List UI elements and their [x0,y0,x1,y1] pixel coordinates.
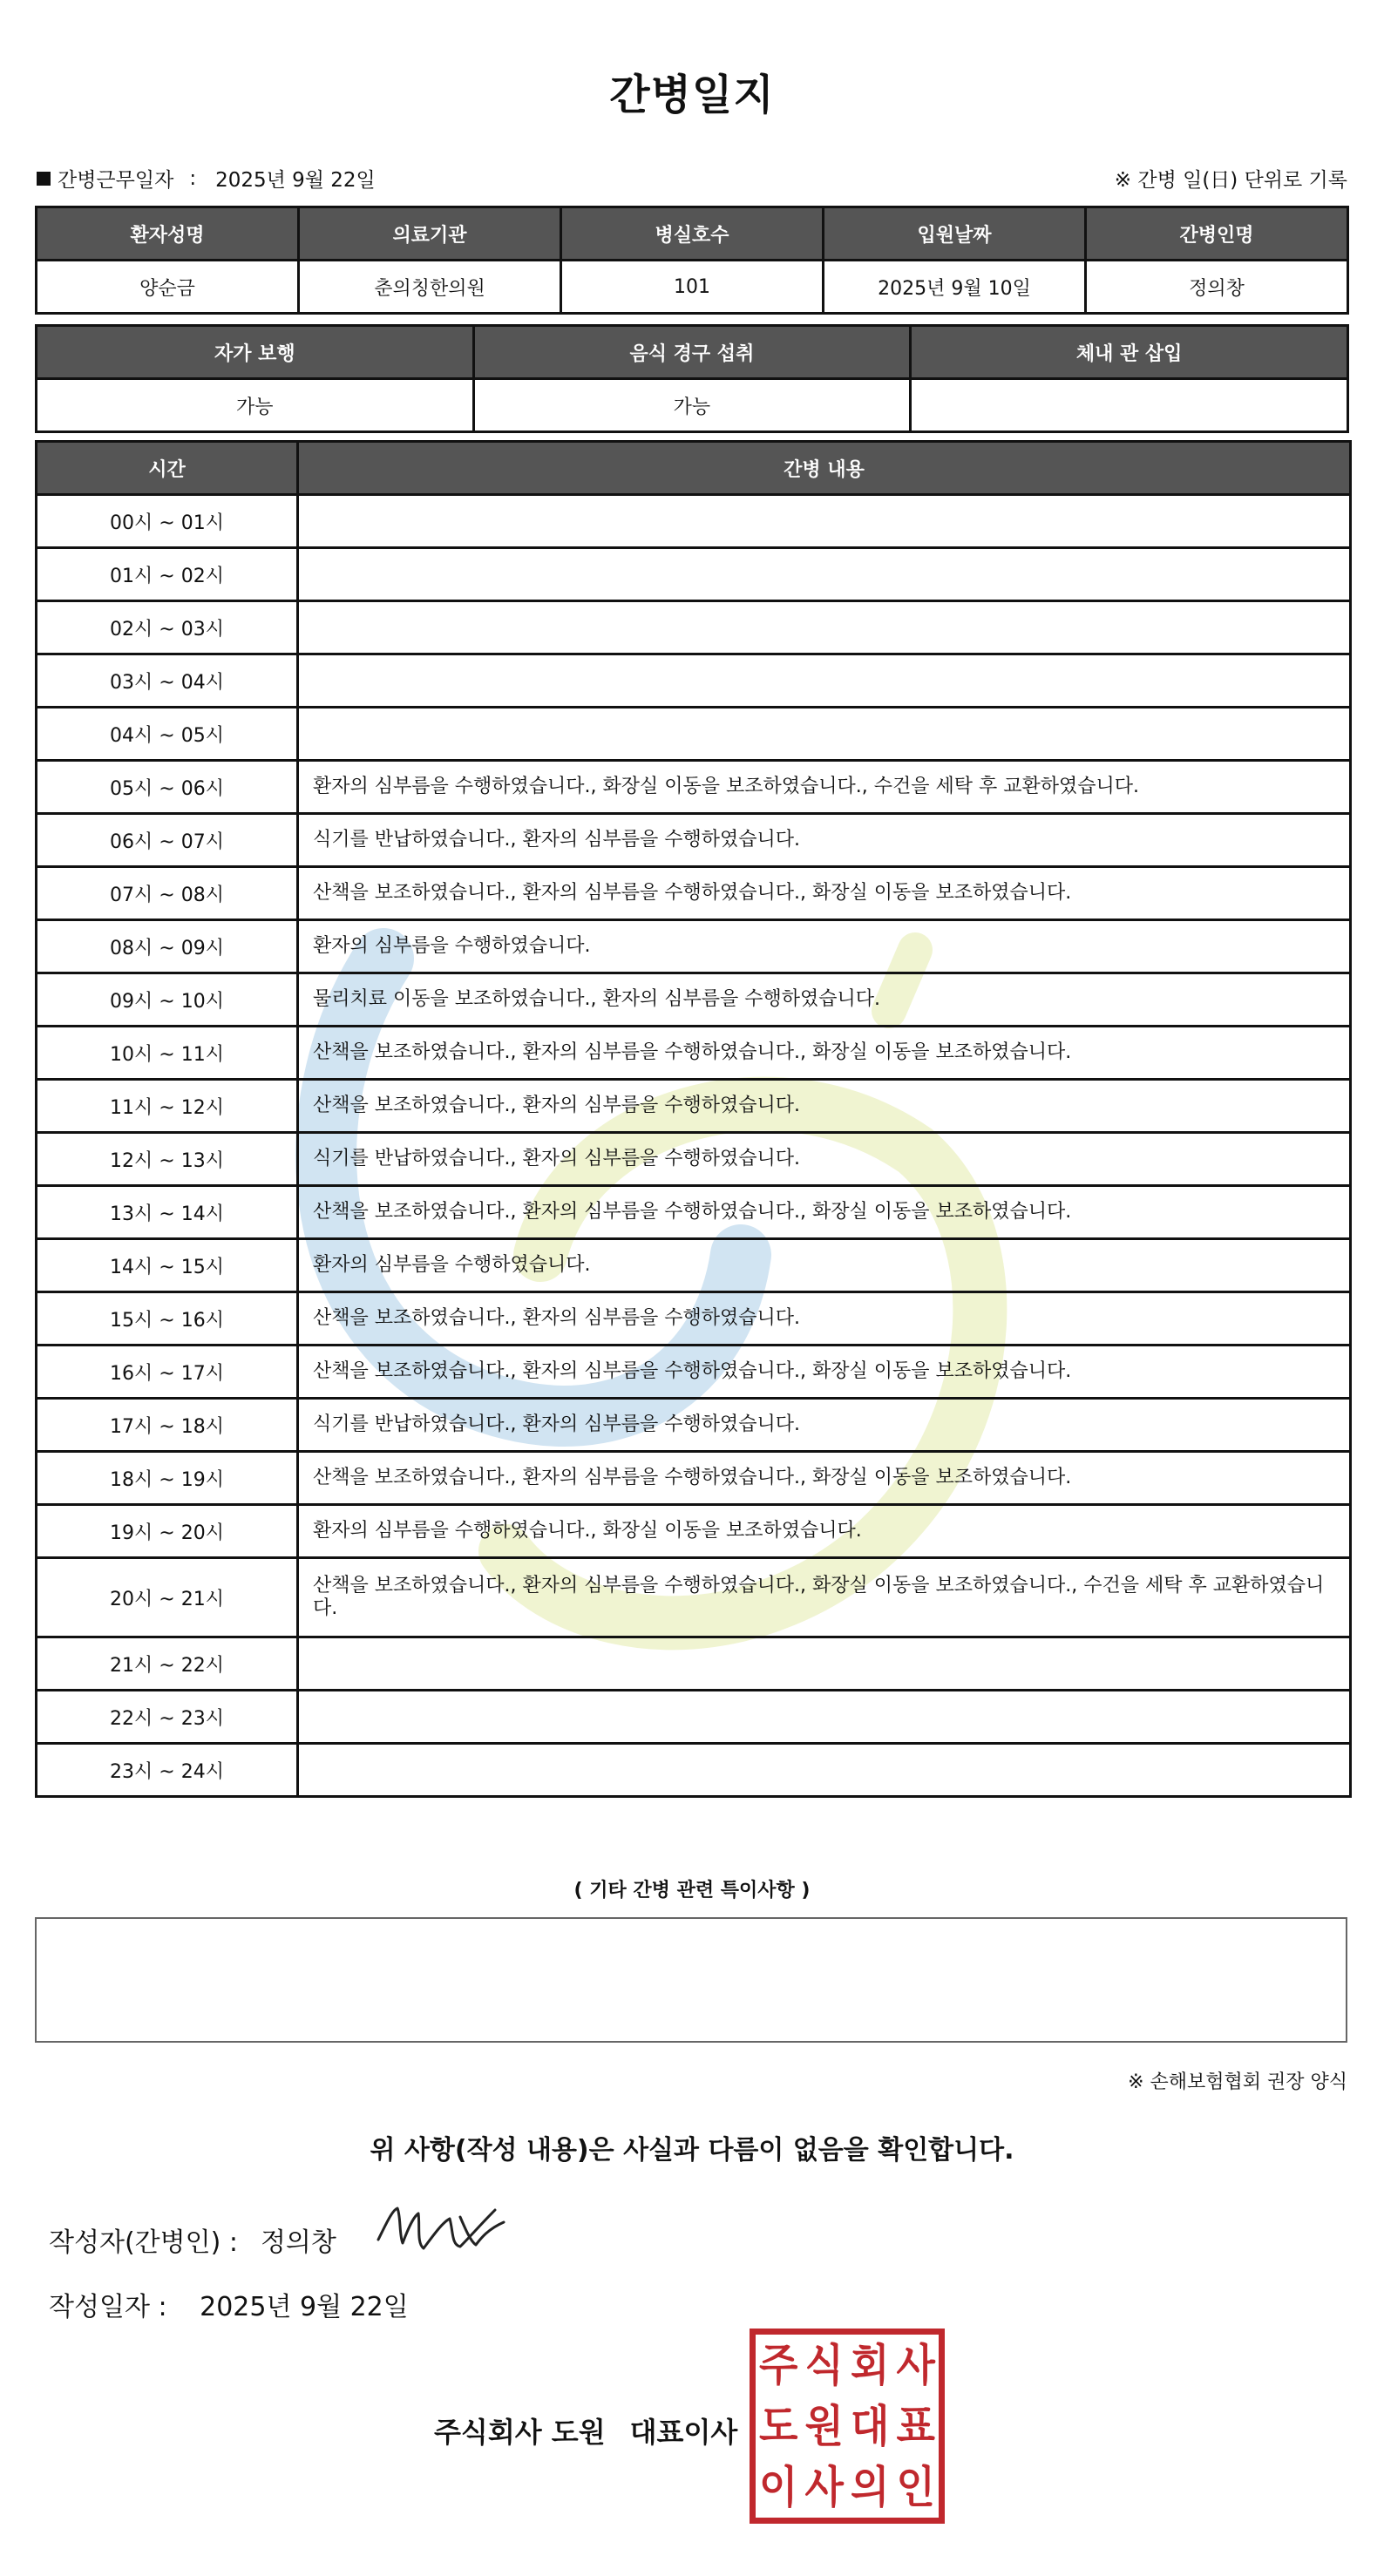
log-content: 환자의 심부름을 수행하였습니다. [298,1239,1351,1292]
log-time: 03시 ~ 04시 [37,654,298,708]
log-content [298,601,1351,654]
signature-icon [373,2191,512,2261]
tube-insertion [911,379,1348,432]
log-time: 00시 ~ 01시 [37,495,298,548]
log-time: 08시 ~ 09시 [37,920,298,973]
log-time: 18시 ~ 19시 [37,1452,298,1505]
work-date-label: 간병근무일자 [58,169,174,192]
company [434,2410,737,2451]
log-time: 11시 ~ 12시 [37,1080,298,1133]
table-row [37,1558,1351,1637]
table-row [37,1637,1351,1691]
work-date-separator: : [189,166,197,190]
page-title: 간병일지 [609,71,775,119]
log-time: 16시 ~ 17시 [37,1346,298,1399]
log-content: 환자의 심부름을 수행하였습니다. [298,920,1351,973]
log-time: 06시 ~ 07시 [37,814,298,867]
table-row [37,1292,1351,1346]
log-time: 04시 ~ 05시 [37,708,298,761]
table-row [37,1027,1351,1080]
table-row [37,867,1351,920]
header-caregiver-name: 간병인명 [1086,207,1348,261]
log-content: 산책을 보조하였습니다., 환자의 심부름을 수행하였습니다., 화장실 이동을 보조하였습니다. [298,1452,1351,1505]
log-time: 09시 ~ 10시 [37,973,298,1027]
log-content: 산책을 보조하였습니다., 환자의 심부름을 수행하였습니다., 화장실 이동을 보조하였습니다., 수건을 세탁 후 교환하였습니다. [298,1558,1351,1637]
log-content: 식기를 반납하였습니다., 환자의 심부름을 수행하였습니다. [298,814,1351,867]
table-row [37,1080,1351,1133]
table-row [37,601,1351,654]
log-time: 14시 ~ 15시 [37,1239,298,1292]
log-content [298,1637,1351,1691]
log-content: 산책을 보조하였습니다., 환자의 심부름을 수행하였습니다., 화장실 이동을 보조하였습니다. [298,1346,1351,1399]
log-time: 22시 ~ 23시 [37,1691,298,1744]
log-content [298,548,1351,601]
company-role: 대표이사 [629,2416,738,2449]
header-admission-date: 입원날짜 [824,207,1086,261]
log-content: 환자의 심부름을 수행하였습니다., 화장실 이동을 보조하였습니다., 수건을 세탁 후 교환하였습니다. [298,761,1351,814]
table-row [37,761,1351,814]
oral-intake: 가능 [473,379,911,432]
log-content: 식기를 반납하였습니다., 환자의 심부름을 수행하였습니다. [298,1399,1351,1452]
log-content [298,1691,1351,1744]
table-row [37,1691,1351,1744]
table-row [37,654,1351,708]
patient-info-table [35,206,1349,315]
table-row [37,1346,1351,1399]
table-row [37,1452,1351,1505]
log-content [298,654,1351,708]
company-seal-icon: 주 식 회 사 도 원 대 표 이 사 의 인 [750,2329,945,2524]
log-time: 07시 ~ 08시 [37,867,298,920]
work-date [37,164,376,193]
header-patient-name: 환자성명 [37,207,299,261]
log-time: 01시 ~ 02시 [37,548,298,601]
log-time: 02시 ~ 03시 [37,601,298,654]
log-time: 20시 ~ 21시 [37,1558,298,1637]
notes-box [35,1917,1347,2043]
log-time: 13시 ~ 14시 [37,1186,298,1239]
form-note: ※ 손해보험협회 권장 양식 [1128,2071,1347,2093]
writer [49,2220,336,2259]
log-content: 물리치료 이동을 보조하였습니다., 환자의 심부름을 수행하였습니다. [298,973,1351,1027]
room-number: 101 [561,261,824,314]
log-content: 산책을 보조하였습니다., 환자의 심부름을 수행하였습니다. [298,1080,1351,1133]
table-row [37,1133,1351,1186]
log-time: 15시 ~ 16시 [37,1292,298,1346]
written-date [49,2285,409,2323]
hospital: 춘의칭한의원 [299,261,561,314]
table-row [37,920,1351,973]
table-row [37,814,1351,867]
writer-name: 정의창 [260,2227,336,2258]
log-content: 산책을 보조하였습니다., 환자의 심부름을 수행하였습니다., 화장실 이동을 보조하였습니다. [298,867,1351,920]
patient-name: 양순금 [37,261,299,314]
care-log-table [35,440,1352,1798]
table-row [37,1744,1351,1797]
table-row [37,1399,1351,1452]
company-name: 주식회사 도원 [434,2416,606,2449]
log-time: 21시 ~ 22시 [37,1637,298,1691]
written-date-label: 작성일자 : [49,2292,167,2322]
table-row [37,495,1351,548]
log-time: 19시 ~ 20시 [37,1505,298,1558]
table-row [37,1239,1351,1292]
log-content: 환자의 심부름을 수행하였습니다., 화장실 이동을 보조하였습니다. [298,1505,1351,1558]
log-time: 05시 ~ 06시 [37,761,298,814]
log-content: 산책을 보조하였습니다., 환자의 심부름을 수행하였습니다., 화장실 이동을 보조하였습니다. [298,1186,1351,1239]
header-room-number: 병실호수 [561,207,824,261]
table-row [37,1505,1351,1558]
admission-date: 2025년 9월 10일 [824,261,1086,314]
notes-title: ( 기타 간병 관련 특이사항 ) [573,1880,811,1901]
log-content: 산책을 보조하였습니다., 환자의 심부름을 수행하였습니다. [298,1292,1351,1346]
record-unit-note: ※ 간병 일(日) 단위로 기록 [1114,169,1347,192]
header-time: 시간 [37,442,298,495]
table-row [37,708,1351,761]
log-time: 10시 ~ 11시 [37,1027,298,1080]
header-hospital: 의료기관 [299,207,561,261]
written-date-value: 2025년 9월 22일 [200,2292,409,2322]
writer-label: 작성자(간병인) : [49,2227,238,2258]
log-content: 산책을 보조하였습니다., 환자의 심부름을 수행하였습니다., 화장실 이동을 보조하였습니다. [298,1027,1351,1080]
log-content [298,1744,1351,1797]
work-date-value: 2025년 9월 22일 [215,169,376,192]
condition-table [35,324,1349,433]
square-bullet-icon [37,172,51,186]
log-time: 23시 ~ 24시 [37,1744,298,1797]
header-oral-intake: 음식 경구 섭취 [473,326,911,379]
table-row [37,548,1351,601]
confirmation-text: 위 사항(작성 내용)은 사실과 다름이 없음을 확인합니다. [370,2135,1014,2166]
header-self-walking: 자가 보행 [37,326,474,379]
header-care-content: 간병 내용 [298,442,1351,495]
log-content [298,708,1351,761]
caregiver-name: 정의창 [1086,261,1348,314]
table-row [37,973,1351,1027]
self-walking: 가능 [37,379,474,432]
log-content [298,495,1351,548]
table-row [37,1186,1351,1239]
log-time: 12시 ~ 13시 [37,1133,298,1186]
log-time: 17시 ~ 18시 [37,1399,298,1452]
header-tube-insertion: 체내 관 삽입 [911,326,1348,379]
log-content: 식기를 반납하였습니다., 환자의 심부름을 수행하였습니다. [298,1133,1351,1186]
